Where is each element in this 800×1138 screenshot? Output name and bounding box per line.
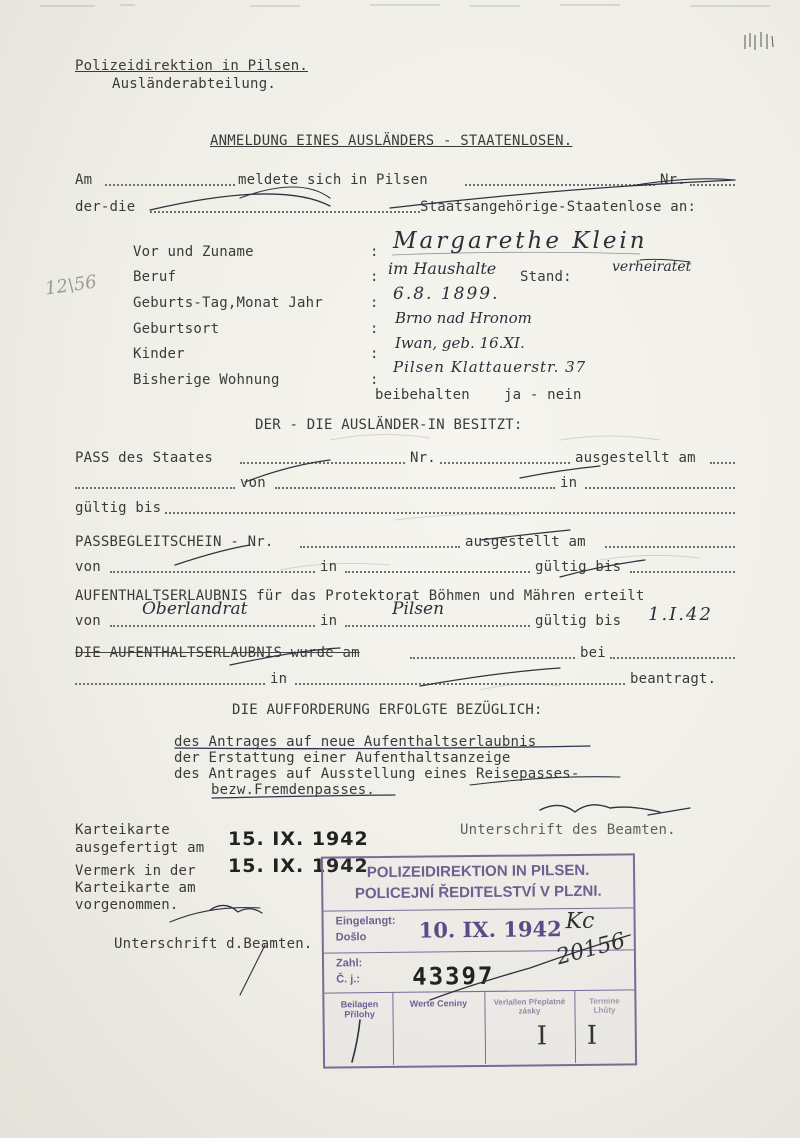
value-children: Iwan, geb. 16.XI. [395,334,525,352]
card-date-stamp: 15. IX. 1942 [228,828,369,850]
dotted-line [295,683,625,685]
stamp-cj: Č. j.: [336,973,361,986]
dotted-line [300,546,460,548]
passbegleit-valid: gültig bis [535,559,622,575]
intro-am: Am [75,172,93,188]
stamp-line-german: POLIZEIDIREKTION IN PILSEN. [366,861,590,882]
permit-applied: beantragt. [630,671,717,687]
dotted-line [710,462,735,464]
permit-authority: Oberlandrat [142,599,248,619]
dotted-line [605,546,735,548]
dotted-line [240,462,405,464]
stamp-col-divider [484,992,486,1064]
dotted-line [345,625,530,627]
permit-von: von [75,613,101,629]
card-label: Karteikarte [75,822,170,838]
dotted-line [110,571,315,573]
passbegleit-label: PASSBEGLEITSCHEIN - Nr. [75,534,274,550]
value-birthplace: Brno nad Hronom [395,309,532,327]
dotted-line [440,462,570,464]
dotted-line [165,512,735,514]
stamp-line-czech: POLICEJNÍ ŘEDITELSTVÍ V PLZNI. [354,882,602,903]
card-issued: ausgefertigt am [75,840,205,856]
pass-nr: Nr. [410,450,436,466]
officer-signature-label: Unterschrift des Beamten. [460,822,676,838]
dotted-line [610,657,735,659]
dotted-line [465,184,655,186]
label-name: Vor und Zuname [133,244,254,260]
label-status: Stand: [520,269,572,285]
intro-staatsangehoerige: Staatsangehörige-Staatenlose an: [420,199,697,215]
stamp-col-termine: Termine Lhůty [589,996,620,1015]
stamp-received-date: 10. IX. 1942 [418,916,562,943]
request-item: des Antrages auf neue Aufenthaltserlaubnis [174,734,537,750]
pass-issued: ausgestellt am [575,450,696,466]
label-residence: Bisherige Wohnung [133,372,280,388]
passbegleit-in: in [320,559,338,575]
stamp-columns-row [324,989,635,1065]
value-name: Margarethe Klein [393,228,648,254]
permit-valid-date: 1.I.42 [648,604,713,625]
stamp-col-beilagen: Beilagen Přílohy [340,999,379,1020]
permit-bei: bei [580,645,606,661]
section-possesses: DER - DIE AUSLÄNDER-IN BESITZT: [255,417,523,433]
label-birthdate: Geburts-Tag,Monat Jahr [133,295,323,311]
stamp-col-divider [392,993,394,1065]
value-birthdate: 6.8. 1899. [393,284,500,304]
margin-number: 12\56 [43,271,99,300]
value-residence: Pilsen Klattauerstr. 37 [393,358,587,376]
note-date-stamp: 15. IX. 1942 [228,855,369,877]
retained-label: beibehalten [375,387,470,403]
value-occupation: im Haushalte [388,259,497,278]
stamp-initials: Kc [565,908,595,935]
label-birthplace: Geburtsort [133,321,220,337]
passbegleit-von: von [75,559,101,575]
dotted-line [630,571,735,573]
pass-in: in [560,475,578,491]
colon: : [370,372,379,388]
passbegleit-issued: ausgestellt am [465,534,586,550]
stamp-eingelangt: Eingelangt: [335,914,396,928]
intro-meldete: meldete sich in Pilsen [238,172,428,188]
pass-von: von [240,475,266,491]
colon: : [370,244,379,260]
stamp-col-divider [574,991,576,1063]
permit-valid: gültig bis [535,613,622,629]
corner-scribble [740,25,780,59]
colon: : [370,321,379,337]
yes-no-label: ja - nein [504,387,582,403]
colon: : [370,269,379,285]
dotted-line [275,487,555,489]
request-item: bezw.Fremdenpasses. [211,782,375,798]
stamp-registry-number: 43397 [412,961,495,991]
form-title: ANMELDUNG EINES AUSLÄNDERS - STAATENLOSEN. [210,133,573,149]
dotted-line [345,571,530,573]
stamp-zahl: Zahl: [335,957,363,970]
header-authority: Polizeidirektion in Pilsen. [75,58,308,74]
colon: : [370,346,379,362]
stamp-mark: I [536,1021,548,1052]
dotted-line [105,184,235,186]
note-card: Karteikarte am [75,880,196,896]
permit-applied-in: in [270,671,288,687]
permit-city: Pilsen [392,599,445,619]
request-item: der Erstattung einer Aufenthaltsanzeige [174,750,511,766]
stamp-col-werte: Werte Ceniny [409,998,468,1009]
dotted-line [585,487,735,489]
note-label: Vermerk in der [75,863,196,879]
stamp-doslo: Došlo [335,931,367,944]
label-children: Kinder [133,346,185,362]
intro-der-die: der-die [75,199,136,215]
stamp-header [323,855,634,910]
dotted-line [690,184,735,186]
label-occupation: Beruf [133,269,177,285]
value-status: verheiratet [612,259,692,275]
note-done: vorgenommen. [75,897,179,913]
pass-valid: gültig bis [75,500,162,516]
intro-nr: Nr. [660,172,686,188]
dotted-line [75,487,235,489]
permit-in: in [320,613,338,629]
dotted-line [75,683,265,685]
top-edge-marks [0,0,800,18]
colon: : [370,295,379,311]
dotted-line [150,211,420,213]
header-department: Ausländerabteilung. [112,76,276,92]
pass-label: PASS des Staates [75,450,214,466]
residence-permit-line: AUFENTHALTSERLAUBNIS für das Protektorat Böhmen und Mähren erteilt [75,588,645,604]
dotted-line [410,657,575,659]
dotted-line [110,625,315,627]
request-title: DIE AUFFORDERUNG ERFOLGTE BEZÜGLICH: [232,702,543,718]
registry-stamp [321,853,637,1068]
officer-signature-label-2: Unterschrift d.Beamten. [114,936,313,952]
permit-applied-line: DIE AUFENTHALTSERLAUBNIS wurde am [75,645,360,661]
stamp-handwritten-number: 20156 [553,928,628,971]
stamp-col-verfallen: Verlallen Přeplatné zásky [493,997,566,1016]
request-item: des Antrages auf Ausstellung eines Reisepasses- [174,766,580,782]
stamp-mark: I [586,1020,598,1051]
